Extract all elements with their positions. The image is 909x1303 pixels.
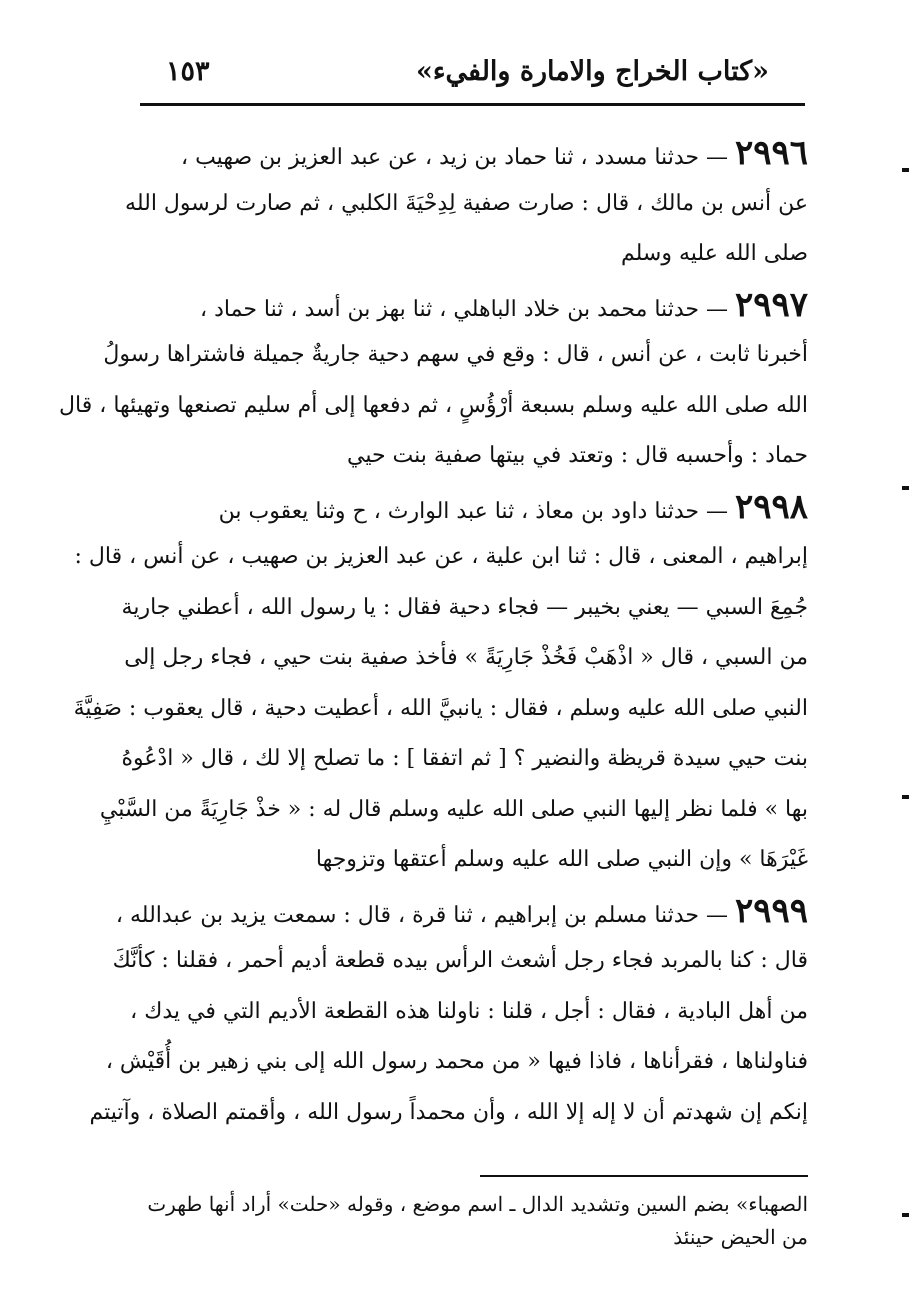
text-line bbox=[59, 381, 808, 432]
line-text: — حدثنا مسدد ، ثنا حماد بن زيد ، عن عبد العزيز بن صهيب ، bbox=[180, 145, 735, 170]
hadith-number: ٢٩٩٦ bbox=[734, 133, 808, 173]
margin-mark bbox=[902, 486, 909, 490]
footnote-line: من الحيض حينئذ bbox=[673, 1225, 808, 1249]
line-text: جُمِعَ السبي — يعني بخيبر — فجاء دحية فقال : يا رسول الله ، أعطني جارية bbox=[121, 594, 808, 620]
line-text: صلى الله عليه وسلم bbox=[621, 241, 808, 266]
text-line bbox=[130, 987, 808, 1038]
margin-mark bbox=[902, 795, 909, 799]
text-line bbox=[121, 583, 808, 634]
hadith-start-line bbox=[138, 128, 808, 179]
line-text: من السبي ، قال « اذْهَبْ فَخُذْ جَارِيَةً » فأخذ صفية بنت حيي ، فجاء رجل إلى bbox=[124, 645, 808, 670]
chapter-title: «كتاب الخراج والامارة والفيء» bbox=[415, 56, 769, 87]
hadith-number: ٢٩٩٧ bbox=[734, 284, 808, 325]
text-line bbox=[112, 936, 808, 987]
hadith-number: ٢٩٩٩ bbox=[734, 890, 808, 931]
text-line bbox=[138, 835, 808, 886]
text-line bbox=[124, 633, 808, 684]
text-line bbox=[99, 785, 808, 836]
line-text: أخبرنا ثابت ، عن أنس ، قال : وقع في سهم دحية جاريةٌ جميلة فاشتراها رسولُ bbox=[103, 342, 808, 367]
line-text: الله صلى الله عليه وسلم بسبعة أرْؤُسٍ ، ثم دفعها إلى أم سليم تصنعها وتهيئها ، قال bbox=[59, 392, 808, 418]
main-text bbox=[59, 128, 808, 1138]
line-text: بها » فلما نظر إليها النبي صلى الله عليه وسلم قال له : « خذْ جَارِيَةً من السَّبْيِ bbox=[99, 796, 808, 822]
line-text: إبراهيم ، المعنى ، قال : ثنا ابن علية ، عن عبد العزيز بن صهيب ، عن أنس ، قال : bbox=[74, 544, 808, 569]
text-line bbox=[125, 179, 808, 230]
footnote-line: الصهباء» بضم السين وتشديد الدال ـ اسم موضع ، وقوله «حلت» أراد أنها طهرت bbox=[147, 1192, 808, 1216]
line-text: إنكم إن شهدتم أن لا إله إلا الله ، وأن محمداً رسول الله ، وأقمتم الصلاة ، وآتيتم bbox=[89, 1099, 808, 1125]
line-text: — حدثنا مسلم بن إبراهيم ، ثنا قرة ، قال : سمعت يزيد بن عبدالله ، bbox=[115, 902, 735, 928]
page-header bbox=[150, 52, 809, 92]
header-divider bbox=[140, 103, 805, 106]
line-text: من أهل البادية ، فقال : أجل ، قلنا : ناولنا هذه القطعة الأديم التي في يدك ، bbox=[130, 998, 808, 1024]
margin-mark bbox=[902, 1213, 909, 1217]
text-line bbox=[74, 532, 808, 583]
line-text: عن أنس بن مالك ، قال : صارت صفية لِدِحْيَةَ الكلبي ، ثم صارت لرسول الله bbox=[125, 190, 808, 216]
line-text: غَيْرَهَا » وإن النبي صلى الله عليه وسلم أعتقها وتزوجها bbox=[315, 847, 808, 872]
hadith-start-line bbox=[138, 280, 808, 331]
line-text: النبي صلى الله عليه وسلم ، فقال : يانبيَّ الله ، أعطيت دحية ، قال يعقوب : صَفِيَّةَ bbox=[73, 695, 808, 721]
line-text: — حدثنا محمد بن خلاد الباهلي ، ثنا بهز بن أسد ، ثنا حماد ، bbox=[200, 296, 735, 322]
page-number: ١٥٣ bbox=[166, 56, 210, 87]
margin-mark bbox=[902, 168, 909, 172]
hadith-start-line bbox=[115, 886, 808, 937]
line-text: بنت حيي سيدة قريظة والنضير ؟ [ ثم اتفقا ] : ما تصلح إلا لك ، قال « ادْعُوهُ bbox=[121, 746, 808, 771]
line-text: حماد : وأحسبه قال : وتعتد في بيتها صفية بنت حيي bbox=[346, 443, 808, 468]
text-line bbox=[121, 734, 808, 785]
line-text: — حدثنا داود بن معاذ ، ثنا عبد الوارث ، ح وثنا يعقوب بن bbox=[218, 498, 735, 524]
text-line bbox=[138, 229, 808, 280]
hadith-number: ٢٩٩٨ bbox=[734, 486, 808, 527]
text-line bbox=[89, 1088, 808, 1139]
text-line bbox=[73, 684, 808, 735]
line-text: فناولناها ، فقرأناها ، فاذا فيها « من محمد رسول الله إلى بني زهير بن أُقَيْش ، bbox=[105, 1049, 808, 1074]
footnotes bbox=[140, 1188, 808, 1254]
text-line bbox=[105, 1037, 808, 1088]
text-line bbox=[138, 431, 808, 482]
text-line bbox=[103, 330, 808, 381]
line-text: قال : كنا بالمربد فجاء رجل أشعث الرأس بيده قطعة أديم أحمر ، فقلنا : كأنَّكَ bbox=[112, 948, 808, 973]
hadith-start-line bbox=[138, 482, 808, 533]
footnote-divider bbox=[480, 1175, 808, 1177]
